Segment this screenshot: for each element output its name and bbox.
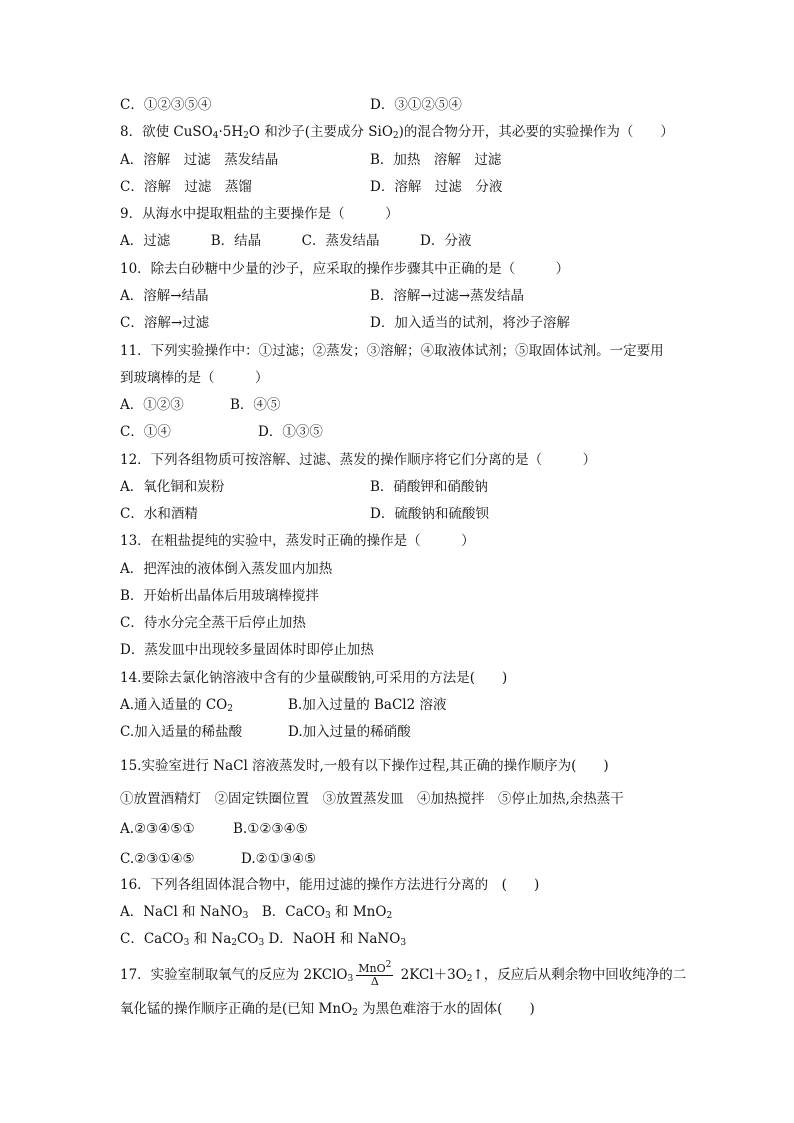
q17-stem-line2: 氧化锰的操作顺序正确的是(已知 MnO$_2$ 为黑色难溶于水的固体( ) (120, 1001, 535, 1018)
q8-option-b: B．加热 溶解 过滤 (370, 152, 502, 168)
q10-stem: 10．除去白砂糖中少量的沙子，应采取的操作步骤其中正确的是（ ） (120, 261, 570, 277)
q11-stem-line2: 到玻璃棒的是（ ） (120, 370, 269, 386)
q12-option-a: A．氧化铜和炭粉 (120, 479, 225, 495)
q11-option-c: C．①④ (120, 424, 171, 440)
q13-option-c: C．待水分完全蒸干后停止加热 (120, 615, 306, 631)
q11-option-b: B．④⑤ (230, 397, 281, 413)
q8-option-c: C．溶解 过滤 蒸馏 (120, 179, 252, 195)
q16-options-ab: A．NaCl 和 NaNO$_3$ B．CaCO$_3$ 和 MnO$_2$ (120, 904, 393, 921)
q16-options-cd: C．CaCO$_3$ 和 $Na_2CO_3$ D．NaOH 和 NaNO$_3$ (120, 931, 407, 948)
q14-option-d: D.加入过量的稀硝酸 (288, 724, 411, 740)
q15-stem: 15.实验室进行 NaCl 溶液蒸发时,一般有以下操作过程,其正确的操作顺序为( ) (120, 758, 609, 774)
q16-stem: 16．下列各组固体混合物中，能用过滤的操作方法进行分离的 ( ) (120, 877, 540, 893)
q8-stem: 8．欲使 $CuSO_4\cdot 5H_2O$ 和沙子(主要成分 SiO$_2$)的混合物分开，其必要的实验操作为（ ） (120, 124, 674, 141)
q10-option-a: A．溶解→结晶 (120, 288, 209, 304)
q11-option-d: D．①③⑤ (258, 424, 323, 440)
q15-option-c: C.②③①④⑤ (120, 851, 195, 867)
q10-option-d: D．加入适当的试剂，将沙子溶解 (370, 315, 570, 331)
q10-option-c: C．溶解→过滤 (120, 315, 210, 331)
q10-option-b: B．溶解→过滤→蒸发结晶 (370, 288, 525, 304)
q12-option-d: D．硫酸钠和硫酸钡 (370, 506, 489, 522)
q15-steps: ①放置酒精灯 ②固定铁圈位置 ③放置蒸发皿 ④加热搅拌 ⑤停止加热,余热蒸干 (120, 791, 624, 807)
q11-option-a: A．①②③ (120, 397, 184, 413)
q7-option-d: D．③①②⑤④ (370, 97, 462, 113)
q8-option-d: D．溶解 过滤 分液 (370, 179, 503, 195)
q13-option-d: D．蒸发皿中出现较多量固体时即停止加热 (120, 642, 374, 658)
q12-option-b: B．硝酸钾和硝酸钠 (370, 479, 488, 495)
q12-option-c: C．水和酒精 (120, 506, 198, 522)
q15-option-a: A.②③④⑤① (120, 821, 195, 837)
q13-option-b: B．开始析出晶体后用玻璃棒搅拌 (120, 588, 319, 604)
q9-options: A．过滤 B．结晶 C．蒸发结晶 D．分液 (120, 233, 472, 249)
q17-stem-line1: 17．实验室制取氧气的反应为 2KClO$_3$ $\frac{MnO^2}{\Delta}$ $2KCl+3O_2↑$，反应后从剩余物中回收纯净的二 (120, 960, 687, 988)
reaction-condition: $\frac{MnO^2}{\Delta}$ (358, 960, 392, 988)
q15-option-d: D.②①③④⑤ (241, 851, 317, 867)
q9-stem: 9．从海水中提取粗盐的主要操作是（ ） (120, 206, 399, 222)
q8-option-a: A．溶解 过滤 蒸发结晶 (120, 152, 279, 168)
q15-option-b: B.①②③④⑤ (233, 821, 308, 837)
q14-option-c: C.加入适量的稀盐酸 (120, 724, 243, 740)
q14-option-b: B.加入过量的 BaCl2 溶液 (288, 697, 447, 713)
q12-stem: 12．下列各组物质可按溶解、过滤、蒸发的操作顺序将它们分离的是（ ） (120, 452, 597, 468)
q13-stem: 13．在粗盐提纯的实验中，蒸发时正确的操作是（ ） (120, 533, 475, 549)
q11-stem-line1: 11．下列实验操作中：①过滤；②蒸发；③溶解；④取液体试剂；⑤取固体试剂。一定要用 (120, 343, 664, 359)
q13-option-a: A．把浑浊的液体倒入蒸发皿内加热 (120, 561, 333, 577)
q7-option-c: C．①②③⑤④ (120, 97, 212, 113)
q14-option-a: A.通入适量的 $CO_2$ (120, 697, 233, 714)
q14-stem: 14.要除去氯化钠溶液中含有的少量碳酸钠,可采用的方法是( ) (120, 670, 508, 686)
